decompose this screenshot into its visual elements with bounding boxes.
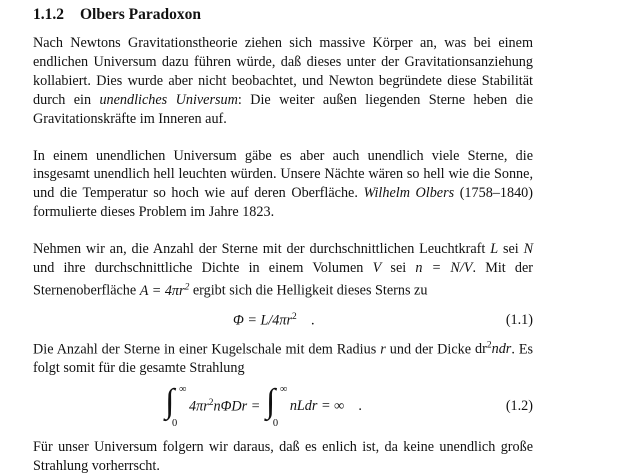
integral-upper-limit: ∞ bbox=[279, 384, 288, 396]
math-expression: n = N/V bbox=[415, 260, 473, 277]
math-variable: r bbox=[380, 341, 386, 358]
paragraph-text: sei bbox=[502, 241, 519, 258]
paragraph-conclusion: Für unser Universum folgern wir daraus, daß es enlich ist, da keine unendlich große Strahlung vorherrscht. bbox=[33, 439, 533, 475]
paragraph-text: Die Anzahl der Sterne in einer Kugelschale mit dem Radius bbox=[33, 341, 377, 358]
math-expression: 4πr bbox=[189, 398, 209, 415]
paragraph-text: ergibt sich die Helligkeit dieses Sterns zu bbox=[192, 282, 428, 299]
math-expression: Φ = L/4πr bbox=[233, 312, 293, 329]
paragraph-text: sei bbox=[390, 260, 407, 277]
paragraph-text: . bbox=[472, 260, 477, 277]
math-exponent: 2 bbox=[292, 311, 297, 322]
paragraph-text: (1758–1840) formulierte dieses Problem im Jahre 1823. bbox=[33, 185, 533, 221]
paragraph-assumptions bbox=[33, 240, 533, 300]
integral-lower-limit: 0 bbox=[172, 418, 178, 430]
integral-sign: ∫ ∞ 0 bbox=[265, 383, 288, 430]
section-number: 1.1.2 bbox=[33, 6, 64, 23]
section-heading bbox=[33, 6, 533, 24]
math-variable: L bbox=[490, 241, 499, 258]
emphasis-text: unendliches Universum bbox=[99, 91, 238, 108]
equation-2 bbox=[33, 380, 533, 438]
equation-trail: . bbox=[310, 312, 315, 329]
integral-sign: ∫ ∞ 0 bbox=[165, 383, 187, 430]
math-exponent: 2 bbox=[184, 281, 190, 292]
paragraph-olbers bbox=[33, 147, 533, 223]
math-exponent: 2 bbox=[486, 340, 492, 351]
equation-1-number: (1.1) bbox=[505, 311, 533, 328]
equation-2-number: (1.2) bbox=[505, 398, 533, 415]
math-expression: nΦDr = bbox=[213, 398, 261, 415]
math-exponent: 2 bbox=[208, 398, 214, 409]
math-expression bbox=[475, 341, 511, 357]
document-page bbox=[33, 6, 533, 476]
math-variable: N bbox=[523, 241, 534, 258]
math-expression-text: dr bbox=[475, 341, 487, 358]
math-variable: V bbox=[372, 260, 382, 277]
equation-1-body bbox=[233, 312, 315, 330]
paragraph-newton bbox=[33, 34, 533, 129]
integral-upper-limit: ∞ bbox=[179, 384, 187, 396]
math-expression-text: ndr bbox=[491, 341, 512, 358]
section-title: Olbers Paradoxon bbox=[80, 6, 201, 23]
paragraph-text: Nehmen wir an, die Anzahl der Sterne mit der durchschnittlichen Leuchtkraft bbox=[33, 241, 486, 258]
integrand bbox=[189, 398, 264, 416]
equation-1 bbox=[33, 305, 533, 337]
paragraph-text: und der Dicke bbox=[389, 341, 472, 358]
math-expression-text: A = 4πr bbox=[139, 282, 185, 299]
paragraph-text: Nach Newtons Gravitationstheorie ziehen sich massive Körper an, was bei einem endlichen Universum dazu führen würde, daß dieses unter der Gravitationsanziehung kollabiert. Dies wurde aber nicht beobachtet, und Newton begründete diese Stabilität durch ein bbox=[33, 35, 533, 108]
paragraph-text: In einem unendlichen Universum gäbe es aber auch unendlich viele Sterne, die insgesamt unendlich hell leuchten würden. Unsere Nächte wären so hell wie die Sonne, und die Temperatur so hoch wie auf deren Oberfläche. bbox=[33, 147, 533, 202]
math-expression: nLdr = ∞ bbox=[289, 398, 345, 415]
equation-2-body bbox=[163, 383, 362, 430]
paragraph-shell bbox=[33, 337, 533, 379]
integrand bbox=[290, 398, 362, 415]
paragraph-text: . Es folgt somit für die gesamte Strahlung bbox=[33, 341, 534, 377]
paragraph-text: Mit der Sternenoberfläche bbox=[33, 260, 534, 299]
paragraph-text: : Die weiter außen liegenden Sterne heben die Gravitationskräfte im Inneren auf. bbox=[33, 91, 533, 127]
integral-lower-limit: 0 bbox=[272, 418, 279, 430]
emphasis-text: Wilhelm Olbers bbox=[363, 185, 455, 202]
math-expression bbox=[140, 283, 190, 299]
equation-trail: . bbox=[358, 398, 362, 415]
paragraph-text: und ihre durchschnittliche Dichte in einem Volumen bbox=[33, 260, 364, 277]
